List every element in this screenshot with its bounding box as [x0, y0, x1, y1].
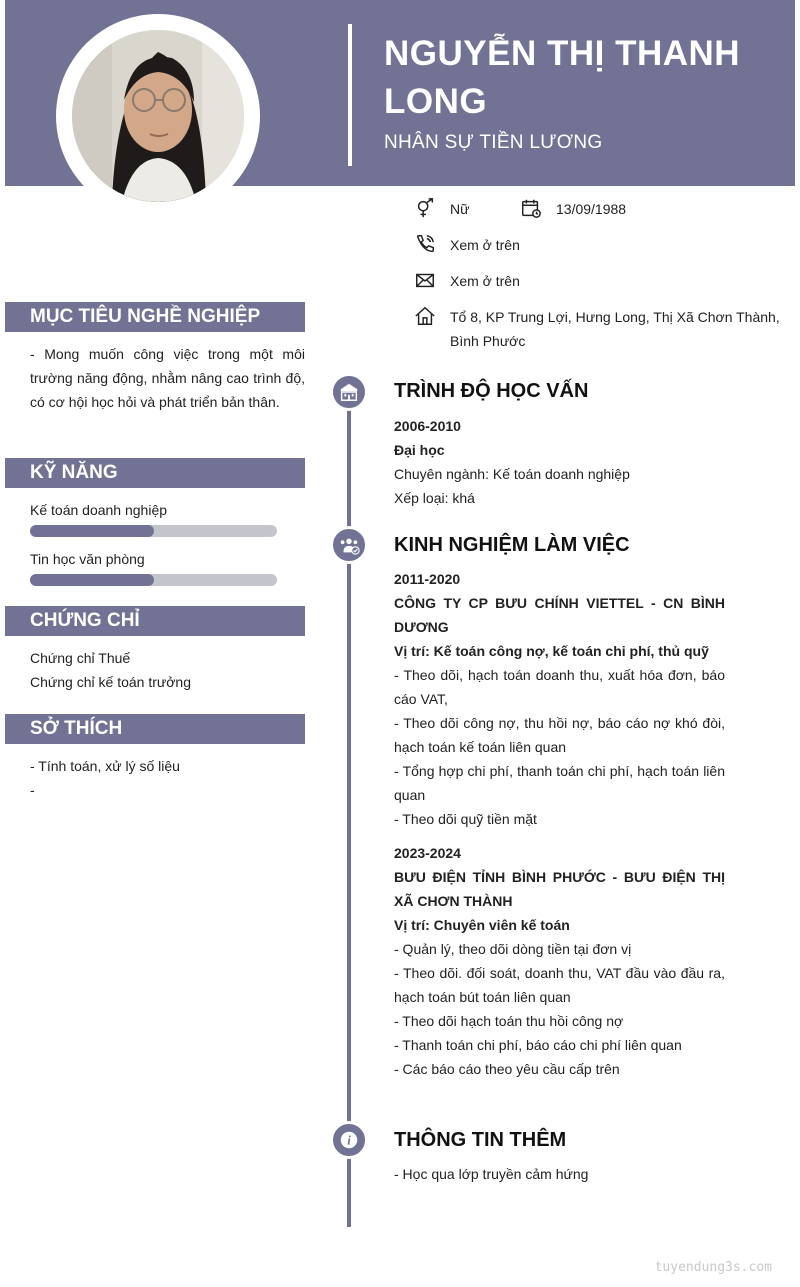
hobbies-heading: SỞ THÍCH: [5, 714, 305, 744]
skill-bar: [30, 574, 277, 586]
education-block: [394, 414, 725, 510]
email-value: Xem ở trên: [450, 273, 520, 289]
contact-address: [414, 305, 780, 353]
additional-text: - Học qua lớp truyền cảm hứng: [394, 1166, 589, 1182]
contact-gender: [414, 197, 626, 221]
certificate-item: Chứng chỉ Thuế: [30, 650, 131, 666]
home-icon: [414, 305, 436, 327]
hobby-item: -: [30, 782, 35, 798]
job-duty: - Theo dõi, hạch toán doanh thu, xuất hóa đơn, báo cáo VAT,: [394, 667, 725, 707]
job-position: Vị trí: Kế toán công nợ, kế toán chi phí, thủ quỹ: [394, 643, 709, 659]
certificates-heading: CHỨNG CHỈ: [5, 606, 305, 636]
experience-job: [394, 841, 725, 1081]
job-duty: - Các báo cáo theo yêu cầu cấp trên: [394, 1061, 620, 1077]
job-period: 2011-2020: [394, 571, 461, 587]
gender-icon: [414, 197, 436, 219]
watermark: tuyendung3s.com: [654, 1260, 772, 1275]
school-icon: [330, 373, 368, 411]
education-major: Chuyên ngành: Kế toán doanh nghiệp: [394, 466, 630, 482]
education-heading: TRÌNH ĐỘ HỌC VẤN: [394, 380, 589, 402]
birthdate-value: 13/09/1988: [556, 201, 627, 217]
job-period: 2023-2024: [394, 845, 461, 861]
job-company: CÔNG TY CP BƯU CHÍNH VIETTEL - CN BÌNH DƯƠNG: [394, 595, 725, 635]
skills-heading: KỸ NĂNG: [5, 458, 305, 488]
job-title: NHÂN SỰ TIỀN LƯƠNG: [384, 132, 603, 153]
mail-icon: [414, 269, 436, 291]
job-duty: - Theo dõi. đối soát, doanh thu, VAT đầu vào đầu ra, hạch toán bút toán liên quan: [394, 965, 725, 1005]
job-duty: - Theo dõi công nợ, thu hồi nợ, báo cáo nợ khó đòi, hạch toán kế toán liên quan: [394, 715, 725, 755]
svg-text:i: i: [347, 1133, 351, 1148]
name-divider: [348, 24, 352, 166]
phone-value: Xem ở trên: [450, 237, 520, 253]
job-duty: - Tổng hợp chi phí, thanh toán chi phí, hạch toán liên quan: [394, 763, 725, 803]
objective-heading: MỤC TIÊU NGHỀ NGHIỆP: [5, 302, 305, 332]
education-degree: Đại học: [394, 442, 445, 458]
team-icon: [330, 526, 368, 564]
education-period: 2006-2010: [394, 418, 461, 434]
skill-bar-fill: [30, 574, 154, 586]
skill-bar: [30, 525, 277, 537]
full-name: NGUYỄN THỊ THANH LONG: [384, 34, 741, 121]
phone-icon: [414, 233, 436, 255]
calendar-icon: [520, 197, 542, 219]
hobbies-list: [30, 754, 305, 802]
info-icon: [330, 1121, 368, 1159]
objective-text: - Mong muốn công việc trong một môi trường năng động, nhằm nâng cao trình độ, có cơ hội học hỏi và phát triển bản thân.: [30, 346, 305, 410]
job-duty: - Theo dõi quỹ tiền mặt: [394, 811, 537, 827]
certificates-list: [30, 646, 305, 694]
skill-label: Tin học văn phòng: [30, 551, 145, 567]
job-company: BƯU ĐIỆN TỈNH BÌNH PHƯỚC - BƯU ĐIỆN THỊ XÃ CHƠN THÀNH: [394, 869, 725, 909]
hobby-item: - Tính toán, xử lý số liệu: [30, 758, 180, 774]
additional-heading: THÔNG TIN THÊM: [394, 1129, 567, 1151]
job-duty: - Quản lý, theo dõi dòng tiền tại đơn vị: [394, 941, 632, 957]
skill-bar-fill: [30, 525, 154, 537]
experience-heading: KINH NGHIỆM LÀM VIỆC: [394, 534, 630, 556]
job-duty: - Theo dõi hạch toán thu hồi công nợ: [394, 1013, 624, 1029]
contact-email: [414, 269, 520, 293]
address-value: Tổ 8, KP Trung Lợi, Hưng Long, Thị Xã Chơn Thành, Bình Phước: [450, 309, 780, 349]
job-position: Vị trí: Chuyên viên kế toán: [394, 917, 570, 933]
certificate-item: Chứng chỉ kế toán trưởng: [30, 674, 192, 690]
job-duty: - Thanh toán chi phí, báo cáo chi phí liên quan: [394, 1037, 682, 1053]
contact-phone: [414, 233, 520, 257]
avatar: [72, 30, 244, 202]
experience-job: [394, 567, 725, 831]
gender-value: Nữ: [450, 201, 470, 217]
education-grade: Xếp loại: khá: [394, 490, 475, 506]
skill-label: Kế toán doanh nghiệp: [30, 502, 168, 518]
timeline-line: [347, 385, 351, 1227]
